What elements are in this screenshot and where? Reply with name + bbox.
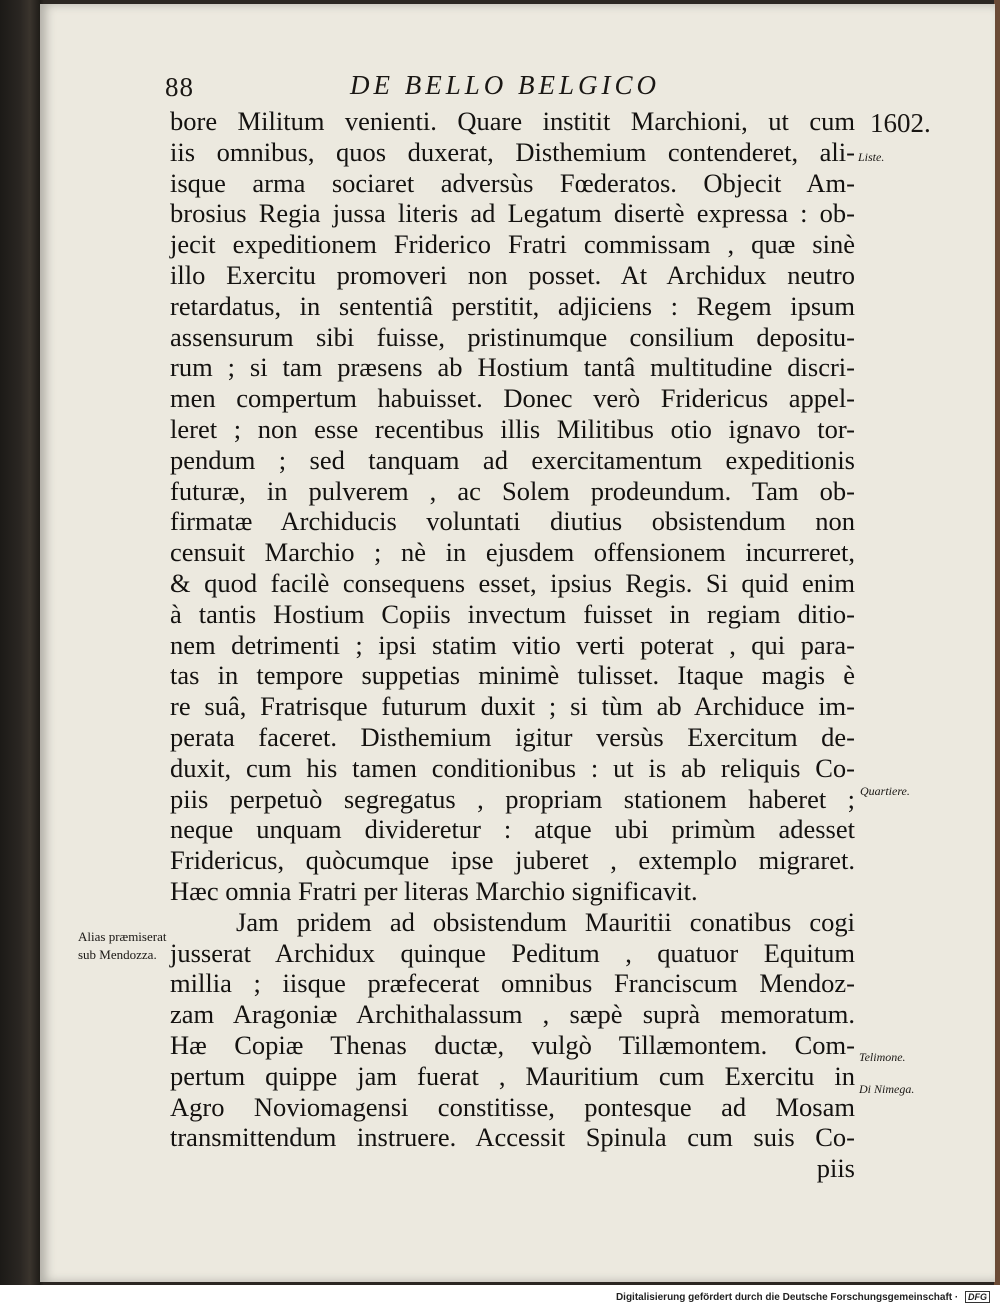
- footer-credit: [616, 1291, 990, 1303]
- margin-note-left: Alias præmiserat sub Mendozza.: [78, 929, 167, 962]
- catchword: piis: [816, 1153, 855, 1184]
- text-line: zam Aragoniæ Archithalassum , sæpè suprà memoratum.: [170, 999, 855, 1030]
- text-line: futuræ, in pulverem , ac Solem prodeundum. Tam ob-: [170, 475, 855, 506]
- text-line: Fridericus, quòcumque ipse juberet , extemplo migraret.: [170, 845, 855, 876]
- text-line: retardatus, in sententiâ perstitit, adjiciens : Regem ipsum: [170, 290, 855, 321]
- text-line: Hæc omnia Fratri per literas Marchio significavit.: [170, 875, 698, 906]
- text-line: nem detrimenti ; ipsi statim vitio verti poterat , qui para-: [170, 629, 855, 660]
- footer-text: Digitalisierung gefördert durch die Deutsche Forschungsgemeinschaft ·: [615, 1292, 959, 1303]
- text-line: transmittendum instruere. Accessit Spinula cum suis Co-: [170, 1122, 855, 1153]
- text-line: Agro Noviomagensi constitisse, pontesque ad Mosam: [170, 1091, 855, 1122]
- text-line: pendum ; sed tanquam ad exercitamentum expeditionis: [170, 444, 855, 475]
- text-line-paragraph-start: Jam pridem ad obsistendum Mauritii conatibus cogi: [236, 906, 855, 937]
- text-line: leret ; non esse recentibus illis Militibus otio ignavo tor-: [170, 413, 855, 444]
- text-line: jecit expeditionem Friderico Fratri commissam , quæ sinè: [170, 229, 855, 260]
- text-line: jusserat Archidux quinque Peditum , quatuor Equitum: [170, 937, 855, 968]
- text-line: isque arma sociaret adversùs Fœderatos. Objecit Am-: [170, 167, 855, 198]
- body-text: [170, 106, 855, 1184]
- running-head: DE BELLO BELGICO: [350, 70, 661, 100]
- margin-year: 1602.: [870, 108, 931, 138]
- text-line: piis perpetuò segregatus , propriam stationem haberet ;: [170, 783, 855, 814]
- text-line: rum ; si tam præsens ab Hostium tantâ multitudine discri-: [170, 352, 855, 383]
- text-line: neque unquam divideretur : atque ubi primùm adesset: [170, 814, 855, 845]
- text-line: duxit, cum his tamen conditionibus : ut is ab reliquis Co-: [170, 752, 855, 783]
- text-line: firmatæ Archiducis voluntati diutius obsistendum non: [170, 506, 855, 537]
- text-line: à tantis Hostium Copiis invectum fuisset in regiam ditio-: [170, 598, 855, 629]
- margin-note-quartiere: Quartiere.: [860, 784, 910, 798]
- text-line: Hæ Copiæ Thenas ductæ, vulgò Tillæmontem. Com-: [170, 1029, 855, 1060]
- text-line: tas in tempore suppetias minimè tulisset. Itaque magis è: [170, 660, 855, 691]
- text-line: millia ; iisque præfecerat omnibus Franciscum Mendoz-: [170, 968, 855, 999]
- page-number: 88: [165, 72, 194, 102]
- text-line: bore Militum venienti. Quare institit Marchioni, ut cum: [170, 106, 855, 136]
- text-line: men compertum habuisset. Donec verò Fridericus appel-: [170, 383, 855, 414]
- text-line: assensurum sibi fuisse, pristinumque consilium depositu-: [170, 321, 855, 352]
- text-line: brosius Regia jussa literis ad Legatum disertè expressa : ob-: [170, 198, 855, 229]
- margin-note-nimega: Di Nimega.: [859, 1082, 915, 1096]
- text-line: pertum quippe jam fuerat , Mauritium cum Exercitu in: [170, 1060, 855, 1091]
- text-line: illo Exercitu promoveri non posset. At Archidux neutro: [170, 259, 855, 290]
- text-line: perata faceret. Disthemium igitur versùs Exercitum de-: [170, 721, 855, 752]
- margin-note-liste: Liste.: [858, 150, 885, 164]
- text-line: censuit Marchio ; nè in ejusdem offensionem incurreret,: [170, 537, 855, 568]
- dfg-logo: DFG: [965, 1291, 990, 1303]
- text-line: & quod facilè consequens esset, ipsius Regis. Si quid enim: [170, 567, 855, 598]
- margin-note-telimone: Telimone.: [859, 1050, 906, 1064]
- text-line: iis omnibus, quos duxerat, Disthemium contenderet, ali-: [170, 136, 855, 167]
- text-line: re suâ, Fratrisque futurum duxit ; si tùm ab Archiduce im-: [170, 691, 855, 722]
